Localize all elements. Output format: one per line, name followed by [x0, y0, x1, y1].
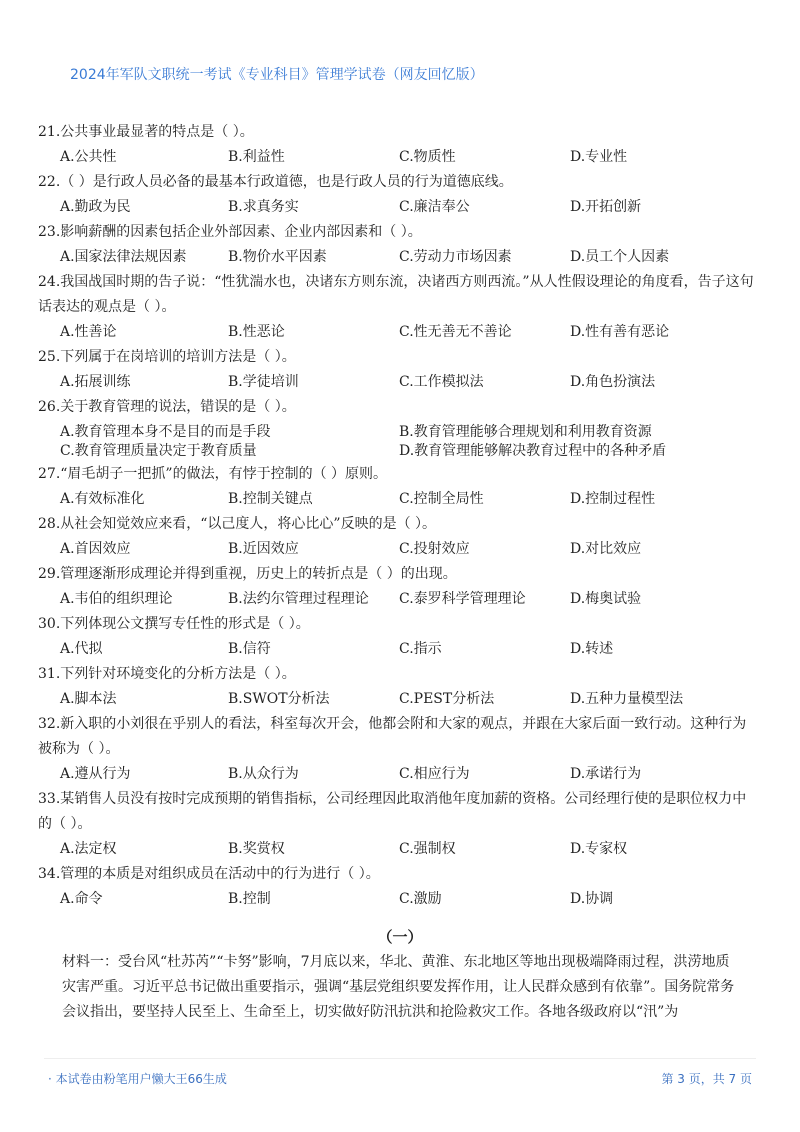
option-c: C.物质性 — [399, 149, 456, 165]
option-b: B.学徒培训 — [228, 374, 299, 390]
option-c: C.PEST分析法 — [399, 691, 495, 707]
question-stem: 24.我国战国时期的告子说：“性犹湍水也，决诸东方则东流，决诸西方则西流。”从人性假设理论的角度看，告子这句话表达的观点是（ ）。 — [38, 274, 754, 315]
question-26 — [38, 395, 758, 462]
option-row — [38, 637, 758, 662]
option-c: C.泰罗科学管理理论 — [399, 591, 526, 607]
option-b: B.近因效应 — [228, 541, 299, 557]
question-list — [38, 120, 758, 912]
option-row — [38, 195, 758, 220]
option-c: C.廉洁奉公 — [399, 199, 470, 215]
option-c: C.激励 — [399, 891, 442, 907]
option-b: B.信符 — [228, 641, 271, 657]
question-stem: 25.下列属于在岗培训的培训方法是（ ）。 — [38, 349, 296, 365]
question-22 — [38, 170, 758, 220]
option-d: D.对比效应 — [570, 541, 642, 557]
question-stem: 28.从社会知觉效应来看，“以己度人，将心比心”反映的是（ ）。 — [38, 516, 437, 532]
question-stem: 23.影响薪酬的因素包括企业外部因素、企业内部因素和（ ）。 — [38, 224, 422, 240]
option-d: D.承诺行为 — [570, 766, 642, 782]
option-a: A.代拟 — [60, 641, 103, 657]
option-d: D.开拓创新 — [570, 199, 642, 215]
option-b: B.法约尔管理过程理论 — [228, 591, 369, 607]
option-c: C.工作模拟法 — [399, 374, 484, 390]
option-a: A.遵从行为 — [60, 766, 131, 782]
option-b: B.性恶论 — [228, 324, 285, 340]
option-c: C.性无善无不善论 — [399, 324, 512, 340]
option-b: B.物价水平因素 — [228, 249, 327, 265]
option-row — [38, 370, 758, 395]
question-21 — [38, 120, 758, 170]
question-stem: 29.管理逐渐形成理论并得到重视，历史上的转折点是（ ）的出现。 — [38, 566, 457, 582]
question-31 — [38, 662, 758, 712]
option-row — [38, 487, 758, 512]
option-c: C.相应行为 — [399, 766, 470, 782]
option-row — [38, 245, 758, 270]
option-b: B.求真务实 — [228, 199, 299, 215]
question-23 — [38, 220, 758, 270]
option-d: D.员工个人因素 — [570, 249, 670, 265]
option-a: A.教育管理本身不是目的而是手段 — [60, 424, 271, 440]
question-stem: 26.关于教育管理的说法，错误的是（ ）。 — [38, 399, 296, 415]
section-title: （一） — [377, 928, 423, 946]
option-row — [38, 762, 758, 787]
option-a: A.公共性 — [60, 149, 117, 165]
option-a: A.脚本法 — [60, 691, 117, 707]
option-a: A.命令 — [60, 891, 103, 907]
option-a: A.国家法律法规因素 — [60, 249, 187, 265]
option-a: A.性善论 — [60, 324, 117, 340]
footer-divider — [44, 1058, 756, 1059]
question-32 — [38, 712, 758, 787]
option-d: D.协调 — [570, 891, 614, 907]
question-stem: 31.下列针对环境变化的分析方法是（ ）。 — [38, 666, 296, 682]
question-stem: 21.公共事业最显著的特点是（ ）。 — [38, 124, 254, 140]
exam-title: 2024年军队文职统一考试《专业科目》管理学试卷（网友回忆版） — [70, 67, 484, 83]
option-b: B.教育管理能够合理规划和利用教育资源 — [399, 424, 652, 440]
question-30 — [38, 612, 758, 662]
option-b: B.利益性 — [228, 149, 285, 165]
option-d: D.梅奥试验 — [570, 591, 642, 607]
option-row — [38, 837, 758, 862]
option-row — [38, 537, 758, 562]
question-stem: 32.新入职的小刘很在乎别人的看法，科室每次开会，他都会附和大家的观点，并跟在大家后面一致行动。这种行为被称为（ ）。 — [38, 716, 747, 757]
question-stem: 30.下列体现公文撰写专任性的形式是（ ）。 — [38, 616, 310, 632]
question-28 — [38, 512, 758, 562]
option-c: C.劳动力市场因素 — [399, 249, 512, 265]
option-row — [38, 145, 758, 170]
option-b: B.SWOT分析法 — [228, 691, 330, 707]
option-grid — [38, 420, 758, 462]
option-d: D.性有善有恶论 — [570, 324, 670, 340]
option-row — [38, 687, 758, 712]
material-paragraph: 材料一：受台风“杜苏芮”“卡努”影响，7月底以来，华北、黄淮、东北地区等地出现极端降雨过程，洪涝地质灾害严重。习近平总书记做出重要指示，强调“基层党组织要发挥作用，让人民群众感到有依靠”。国务院常务会议指出，要坚持人民至上、生命至上，切实做好防汛抗洪和抢险救灾工作。各地各级政府以“汛”为 — [62, 954, 735, 1020]
option-b: B.控制关键点 — [228, 491, 313, 507]
option-b: B.从众行为 — [228, 766, 299, 782]
option-d: D.转述 — [570, 641, 614, 657]
option-c: C.指示 — [399, 641, 442, 657]
option-d: D.控制过程性 — [570, 491, 656, 507]
option-row — [38, 887, 758, 912]
option-c: C.控制全局性 — [399, 491, 484, 507]
question-27 — [38, 462, 758, 512]
option-row — [38, 587, 758, 612]
option-a: A.法定权 — [60, 841, 117, 857]
option-c: C.强制权 — [399, 841, 456, 857]
question-stem: 22.（ ）是行政人员必备的最基本行政道德，也是行政人员的行为道德底线。 — [38, 174, 513, 190]
option-d: D.专家权 — [570, 841, 628, 857]
question-29 — [38, 562, 758, 612]
option-row — [38, 320, 758, 345]
option-a: A.韦伯的组织理论 — [60, 591, 173, 607]
page-number: 第 3 页，共 7 页 — [661, 1072, 752, 1086]
option-a: A.勤政为民 — [60, 199, 131, 215]
question-34 — [38, 862, 758, 912]
option-c: C.投射效应 — [399, 541, 470, 557]
option-a: A.拓展训练 — [60, 374, 131, 390]
option-d: D.五种力量模型法 — [570, 691, 684, 707]
footer-generator-note: · 本试卷由粉笔用户懒大王66生成 — [48, 1072, 227, 1086]
question-25 — [38, 345, 758, 395]
option-c: C.教育管理质量决定于教育质量 — [60, 443, 257, 459]
question-24 — [38, 270, 758, 345]
question-33 — [38, 787, 758, 862]
option-a: A.有效标准化 — [60, 491, 145, 507]
option-d: D.角色扮演法 — [570, 374, 656, 390]
option-a: A.首因效应 — [60, 541, 131, 557]
option-b: B.控制 — [228, 891, 271, 907]
option-d: D.专业性 — [570, 149, 628, 165]
option-d: D.教育管理能够解决教育过程中的各种矛盾 — [399, 443, 667, 459]
question-stem: 27.“眉毛胡子一把抓”的做法，有悖于控制的（ ）原则。 — [38, 466, 388, 482]
question-stem: 34.管理的本质是对组织成员在活动中的行为进行（ ）。 — [38, 866, 380, 882]
option-b: B.奖赏权 — [228, 841, 285, 857]
question-stem: 33.某销售人员没有按时完成预期的销售指标，公司经理因此取消他年度加薪的资格。公司经理行使的是职位权力中的（ ）。 — [38, 791, 747, 832]
